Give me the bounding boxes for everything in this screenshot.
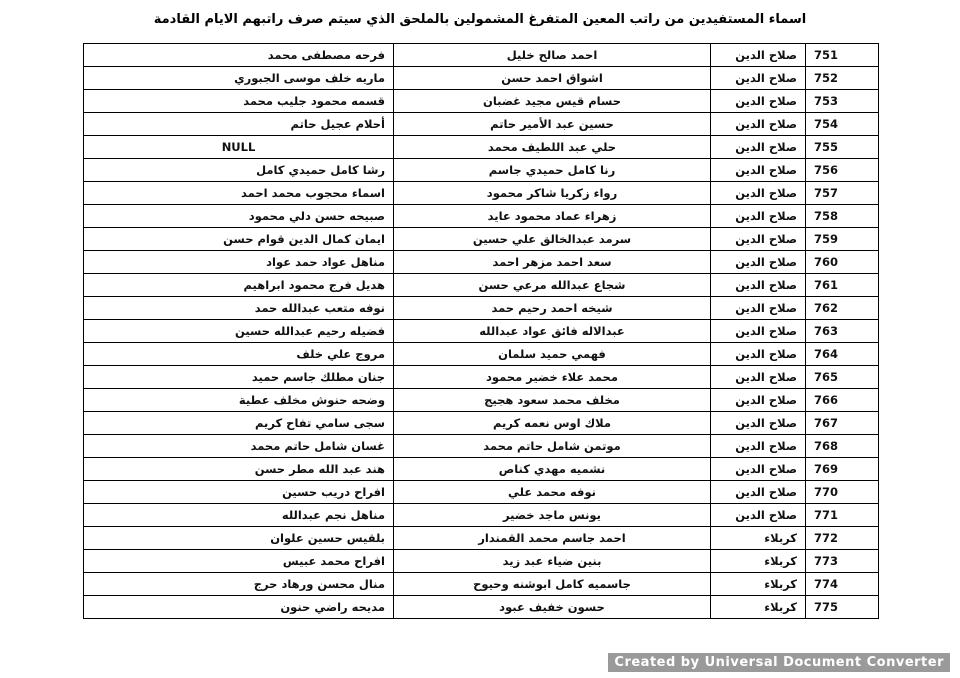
beneficiary-name-cell: نوفه محمد علي xyxy=(394,481,711,504)
row-number: 773 xyxy=(806,550,879,573)
row-number: 767 xyxy=(806,412,879,435)
row-number: 761 xyxy=(806,274,879,297)
table-row xyxy=(84,412,879,435)
caregiver-name-cell: فرحه مصطفى محمد xyxy=(84,44,394,67)
row-number: 763 xyxy=(806,320,879,343)
row-number: 753 xyxy=(806,90,879,113)
beneficiary-name-cell: ملاك اوس نعمه كريم xyxy=(394,412,711,435)
governorate-cell: كربلاء xyxy=(711,573,806,596)
caregiver-name-cell: بلقيس حسين علوان xyxy=(84,527,394,550)
governorate-cell: صلاح الدين xyxy=(711,481,806,504)
governorate-cell: صلاح الدين xyxy=(711,297,806,320)
row-number: 762 xyxy=(806,297,879,320)
table-row xyxy=(84,297,879,320)
caregiver-name-cell: صبيحه حسن دلي محمود xyxy=(84,205,394,228)
table-row xyxy=(84,458,879,481)
beneficiary-name-cell: احمد جاسم محمد القمندار xyxy=(394,527,711,550)
caregiver-name-cell: ماريه خلف موسى الجبوري xyxy=(84,67,394,90)
caregiver-name-cell: NULL xyxy=(84,136,394,159)
governorate-cell: صلاح الدين xyxy=(711,366,806,389)
row-number: 768 xyxy=(806,435,879,458)
beneficiary-name-cell: حسون خفيف عبود xyxy=(394,596,711,619)
row-number: 755 xyxy=(806,136,879,159)
table-row xyxy=(84,90,879,113)
table-row xyxy=(84,228,879,251)
caregiver-name-cell: نوفه متعب عبدالله حمد xyxy=(84,297,394,320)
row-number: 769 xyxy=(806,458,879,481)
table-row xyxy=(84,136,879,159)
row-number: 771 xyxy=(806,504,879,527)
governorate-cell: صلاح الدين xyxy=(711,412,806,435)
governorate-cell: صلاح الدين xyxy=(711,435,806,458)
table-row xyxy=(84,274,879,297)
table-row xyxy=(84,596,879,619)
table-row xyxy=(84,504,879,527)
beneficiary-name-cell: حسام قيس مجيد غضبان xyxy=(394,90,711,113)
beneficiary-name-cell: محمد علاء خضير محمود xyxy=(394,366,711,389)
caregiver-name-cell: مناهل نجم عبدالله xyxy=(84,504,394,527)
row-number: 759 xyxy=(806,228,879,251)
governorate-cell: صلاح الدين xyxy=(711,228,806,251)
table-row xyxy=(84,481,879,504)
beneficiaries-table xyxy=(83,43,879,619)
table-row xyxy=(84,44,879,67)
governorate-cell: صلاح الدين xyxy=(711,458,806,481)
beneficiary-name-cell: رواء زكريا شاكر محمود xyxy=(394,182,711,205)
row-number: 754 xyxy=(806,113,879,136)
beneficiary-name-cell: يونس ماجد خضير xyxy=(394,504,711,527)
governorate-cell: صلاح الدين xyxy=(711,90,806,113)
row-number: 757 xyxy=(806,182,879,205)
governorate-cell: صلاح الدين xyxy=(711,251,806,274)
beneficiary-name-cell: فهمي حميد سلمان xyxy=(394,343,711,366)
table-row xyxy=(84,550,879,573)
governorate-cell: كربلاء xyxy=(711,527,806,550)
caregiver-name-cell: فضيله رحيم عبدالله حسين xyxy=(84,320,394,343)
governorate-cell: صلاح الدين xyxy=(711,274,806,297)
table-row xyxy=(84,159,879,182)
governorate-cell: صلاح الدين xyxy=(711,67,806,90)
governorate-cell: صلاح الدين xyxy=(711,205,806,228)
caregiver-name-cell: رشا كامل حميدي كامل xyxy=(84,159,394,182)
caregiver-name-cell: وضحه حنوش مخلف عطية xyxy=(84,389,394,412)
table-row xyxy=(84,182,879,205)
caregiver-name-cell: أحلام عجيل حاتم xyxy=(84,113,394,136)
governorate-cell: صلاح الدين xyxy=(711,389,806,412)
governorate-cell: صلاح الدين xyxy=(711,320,806,343)
caregiver-name-cell: مديحه راضي حنون xyxy=(84,596,394,619)
row-number: 766 xyxy=(806,389,879,412)
beneficiary-name-cell: حلي عبد اللطيف محمد xyxy=(394,136,711,159)
beneficiary-name-cell: حسين عبد الأمير حاتم xyxy=(394,113,711,136)
table-row xyxy=(84,320,879,343)
caregiver-name-cell: مناهل عواد حمد عواد xyxy=(84,251,394,274)
row-number: 772 xyxy=(806,527,879,550)
table-row xyxy=(84,251,879,274)
beneficiary-name-cell: موتمن شامل حاتم محمد xyxy=(394,435,711,458)
beneficiary-name-cell: اشواق احمد حسن xyxy=(394,67,711,90)
row-number: 765 xyxy=(806,366,879,389)
beneficiary-name-cell: شيخه احمد رحيم حمد xyxy=(394,297,711,320)
row-number: 760 xyxy=(806,251,879,274)
table-row xyxy=(84,389,879,412)
row-number: 751 xyxy=(806,44,879,67)
row-number: 770 xyxy=(806,481,879,504)
caregiver-name-cell: سجى سامي تفاح كريم xyxy=(84,412,394,435)
governorate-cell: صلاح الدين xyxy=(711,159,806,182)
beneficiary-name-cell: مخلف محمد سعود هجيج xyxy=(394,389,711,412)
caregiver-name-cell: ايمان كمال الدين قوام حسن xyxy=(84,228,394,251)
caregiver-name-cell: غسان شامل حاتم محمد xyxy=(84,435,394,458)
table-row xyxy=(84,435,879,458)
governorate-cell: صلاح الدين xyxy=(711,113,806,136)
watermark-banner: Created by Universal Document Converter xyxy=(608,653,950,672)
beneficiary-name-cell: نشميه مهدي كناص xyxy=(394,458,711,481)
beneficiary-name-cell: سعد احمد مزهر احمد xyxy=(394,251,711,274)
table-row xyxy=(84,343,879,366)
table-row xyxy=(84,573,879,596)
beneficiary-name-cell: عبدالاله فائق عواد عبدالله xyxy=(394,320,711,343)
row-number: 775 xyxy=(806,596,879,619)
caregiver-name-cell: هديل فرج محمود ابراهيم xyxy=(84,274,394,297)
table-row xyxy=(84,527,879,550)
governorate-cell: كربلاء xyxy=(711,596,806,619)
caregiver-name-cell: افراح محمد عبيس xyxy=(84,550,394,573)
caregiver-name-cell: اسماء محجوب محمد احمد xyxy=(84,182,394,205)
governorate-cell: كربلاء xyxy=(711,550,806,573)
caregiver-name-cell: مروج علي خلف xyxy=(84,343,394,366)
beneficiary-name-cell: زهراء عماد محمود عايد xyxy=(394,205,711,228)
governorate-cell: صلاح الدين xyxy=(711,504,806,527)
governorate-cell: صلاح الدين xyxy=(711,343,806,366)
caregiver-name-cell: منال محسن ورهاد حرج xyxy=(84,573,394,596)
table-row xyxy=(84,366,879,389)
row-number: 756 xyxy=(806,159,879,182)
beneficiary-name-cell: بنين ضياء عبد زيد xyxy=(394,550,711,573)
table-row xyxy=(84,113,879,136)
caregiver-name-cell: هند عبد الله مطر حسن xyxy=(84,458,394,481)
beneficiary-name-cell: رنا كامل حميدي جاسم xyxy=(394,159,711,182)
caregiver-name-cell: جنان مطلك جاسم حميد xyxy=(84,366,394,389)
table-row xyxy=(84,205,879,228)
document-title: اسماء المستفيدين من راتب المعين المتفرغ المشمولين بالملحق الذي سيتم صرف راتبهم الايام القادمة xyxy=(153,12,807,27)
row-number: 752 xyxy=(806,67,879,90)
governorate-cell: صلاح الدين xyxy=(711,44,806,67)
row-number: 764 xyxy=(806,343,879,366)
beneficiary-name-cell: جاسميه كامل ابوشنه وحيوح xyxy=(394,573,711,596)
row-number: 758 xyxy=(806,205,879,228)
caregiver-name-cell: افراح دريب حسين xyxy=(84,481,394,504)
beneficiary-name-cell: سرمد عبدالخالق علي حسين xyxy=(394,228,711,251)
beneficiary-name-cell: شجاع عبدالله مرعي حسن xyxy=(394,274,711,297)
row-number: 774 xyxy=(806,573,879,596)
beneficiary-name-cell: احمد صالح خليل xyxy=(394,44,711,67)
table-row xyxy=(84,67,879,90)
governorate-cell: صلاح الدين xyxy=(711,182,806,205)
governorate-cell: صلاح الدين xyxy=(711,136,806,159)
caregiver-name-cell: قسمه محمود جليب محمد xyxy=(84,90,394,113)
